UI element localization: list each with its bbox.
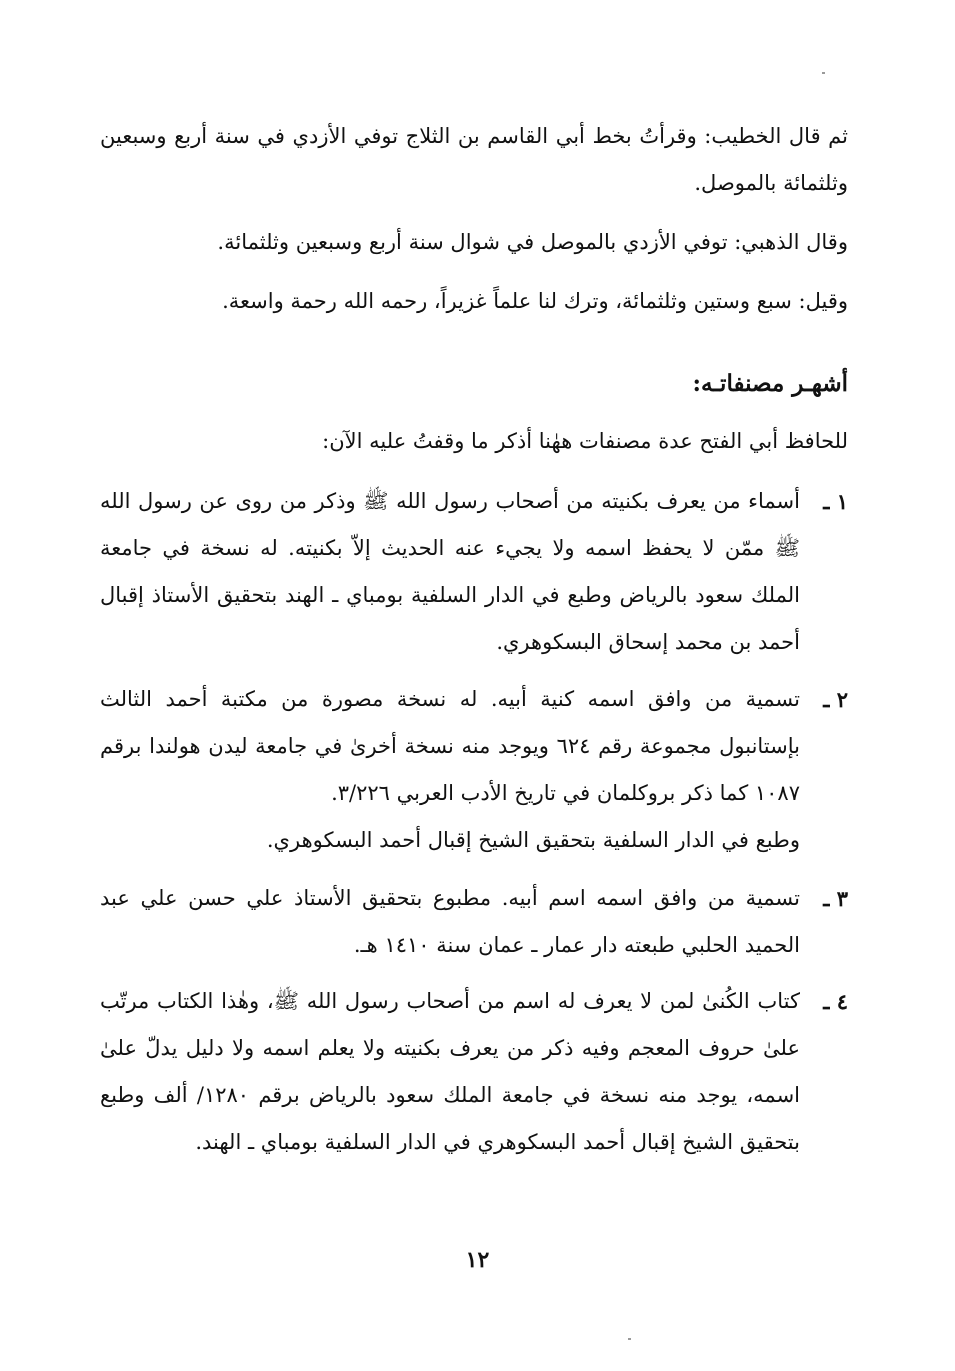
section-intro: للحافظ أبي الفتح عدة مصنفات ههٰنا أذكر ما وقفتُ عليه الآن: — [322, 429, 848, 453]
list-item-number: ٣ ـ — [823, 886, 848, 911]
paragraph-khatib: ثم قال الخطيب: وقرأتُ بخط أبي القاسم بن الثلاج توفي الأزدي في سنة أربع وسبعين وثلثمائة بالموصل. — [100, 124, 848, 195]
list-item-text: كتاب الكُنىٰ لمن لا يعرف له اسم من أصحاب رسول الله ﷺ، وهٰذا الكتاب مرتّب علىٰ حروف المعجم وفيه ذكر من يعرف بكنيته ولا يعلم اسمه ولا دليل يدلّ علىٰ اسمه، يوجد منه نسخة في جامعة الملك سعود بالرياض برقم ١٢٨٠/ ألف وطبع بتحقيق الشيخ إقبال أحمد البسكوهري في الدار السلفية بومباي ـ الهند. — [100, 989, 800, 1154]
paragraph-dhahabi: وقال الذهبي: توفي الأزدي بالموصل في شوال سنة أربع وسبعين وثلثمائة. — [217, 230, 848, 254]
paragraph-qila: وقيل: سبع وستين وثلثمائة، وترك لنا علماً غزيراً، رحمه الله رحمة واسعة. — [222, 289, 848, 313]
list-item — [100, 478, 848, 666]
list-item-number: ٤ ـ — [823, 989, 848, 1014]
list-item — [100, 676, 848, 864]
section-heading: أشهـر مصنفاتـه: — [692, 370, 848, 397]
list-item-text: تسمية من وافق اسمه اسم أبيه. مطبوع بتحقيق الأستاذ علي حسن علي عبد الحميد الحلبي طبعته دار عمار ـ عمان سنة ١٤١٠ هـ. — [100, 886, 800, 957]
scan-speck — [628, 1338, 631, 1340]
list-item-text: أسماء من يعرف بكنيته من أصحاب رسول الله ﷺ وذكر من روى عن رسول الله ﷺ ممّن لا يحفظ اسمه ولا يجيء عنه الحديث إلاّ بكنيته. له نسخة في جامعة الملك سعود بالرياض وطبع في الدار السلفية بومباي ـ الهند بتحقيق الأستاذ إقبال أحمد بن محمد إسحاق البسكوهري. — [100, 489, 800, 654]
list-item-text: تسمية من وافق اسمه كنية أبيه. له نسخة مصورة من مكتبة أحمد الثالث بإستانبول مجموعة رقم ٦٢٤ ويوجد منه نسخة أخرىٰ في جامعة ليدن هولندا برقم ١٠٨٧ كما ذكر بروكلمان في تاريخ الأدب العربي ٣/٢٢٦. — [100, 687, 800, 805]
list-item — [100, 875, 848, 969]
scan-speck — [822, 72, 825, 74]
list-item-number: ١ ـ — [823, 489, 848, 514]
page-number: ١٢ — [465, 1247, 490, 1273]
list-item-number: ٢ ـ — [823, 687, 848, 712]
list-item — [100, 978, 848, 1166]
list-item-extra-text: وطبع في الدار السلفية بتحقيق الشيخ إقبال أحمد البسكوهري. — [266, 828, 800, 852]
